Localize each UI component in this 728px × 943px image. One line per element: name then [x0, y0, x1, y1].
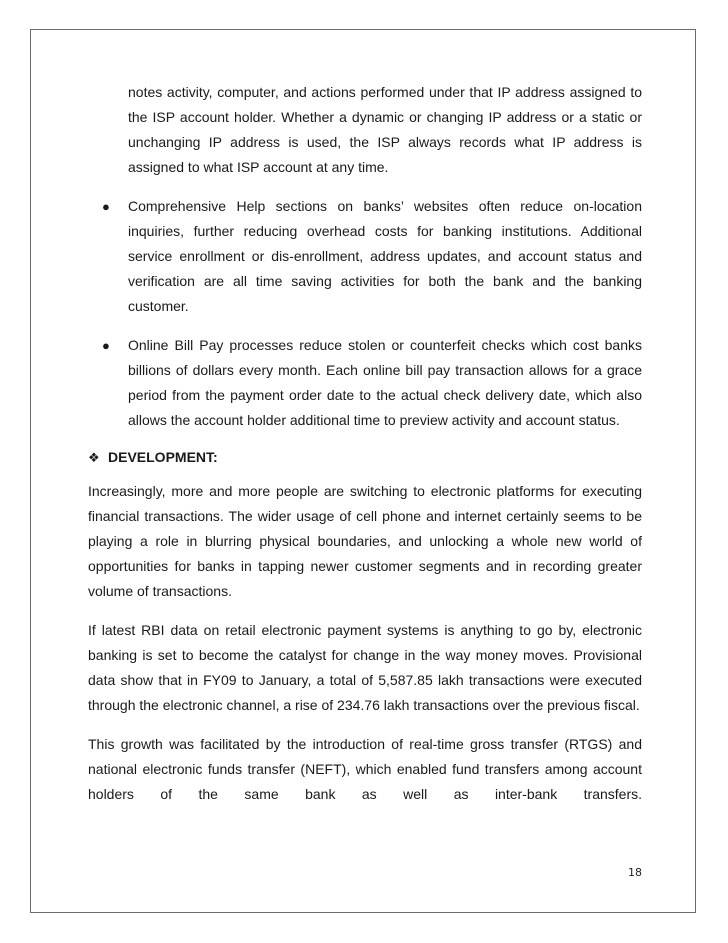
intro-paragraph: notes activity, computer, and actions performed under that IP address assigned to the ISP account holder. Whether a dynamic or changing IP address or a static or unchanging IP address is used, the ISP always records what IP address is assigned to what ISP account at any time. [128, 84, 642, 175]
body-paragraph: This growth was facilitated by the introduction of real-time gross transfer (RTGS) and national electronic funds transfer (NEFT), which enabled fund transfers among account holders of the same bank as well as inter-bank transfers. [88, 736, 642, 802]
diamond-bullet-icon: ❖ [88, 450, 100, 465]
body-paragraph: Increasingly, more and more people are switching to electronic platforms for executing financial transactions. The wider usage of cell phone and internet certainly seems to be playing a role in blurring physical boundaries, and unlocking a whole new world of opportunities for banks in tapping newer customer segments and in recording greater volume of transactions. [88, 483, 642, 599]
bullet-item [102, 333, 642, 433]
bullet-text: Online Bill Pay processes reduce stolen or counterfeit checks which cost banks billions of dollars every month. Each online bill pay transaction allows for a grace period from the payment order date to the actual check delivery date, which also allows the account holder additional time to preview activity and account status. [128, 337, 642, 428]
page-content [88, 80, 642, 807]
bullet-icon: ● [102, 338, 110, 353]
section-heading-text: DEVELOPMENT: [108, 449, 218, 465]
body-paragraph: If latest RBI data on retail electronic payment systems is anything to go by, electronic banking is set to become the catalyst for change in the way money moves. Provisional data show that in FY09 to January, a total of 5,587.85 lakh transactions were executed through the electronic channel, a rise of 234.76 lakh transactions over the previous fiscal. [88, 622, 642, 713]
bullet-item [102, 194, 642, 319]
section-heading [88, 445, 642, 470]
bullet-icon: ● [102, 199, 110, 214]
bullet-text: Comprehensive Help sections on banks’ websites often reduce on-location inquiries, further reducing overhead costs for banking institutions. Additional service enrollment or dis-enrollment, address updates, and account status and verification are all time saving activities for both the bank and the banking customer. [128, 198, 642, 314]
page-number: 18 [628, 866, 642, 879]
